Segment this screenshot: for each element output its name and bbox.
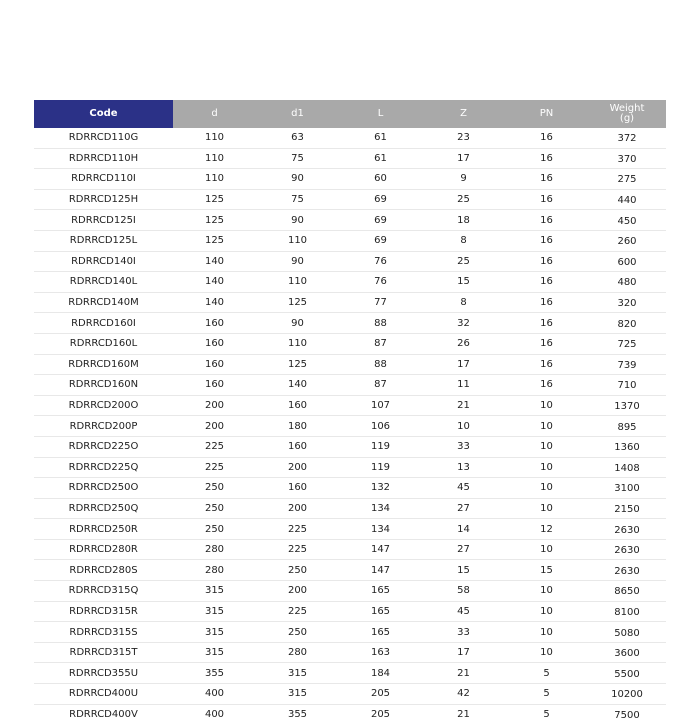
weight-cell: 320: [588, 292, 666, 313]
table-row: [34, 354, 666, 375]
z-cell: 33: [422, 622, 505, 643]
weight-cell: 480: [588, 272, 666, 293]
table-row: [34, 601, 666, 622]
d1-cell: 315: [256, 684, 339, 705]
l-cell: 77: [339, 292, 422, 313]
pn-cell: 10: [505, 478, 588, 499]
d-cell: 225: [173, 436, 256, 457]
l-cell: 61: [339, 128, 422, 148]
code-cell: RDRRCD160N: [34, 375, 173, 396]
table-row: [34, 663, 666, 684]
weight-cell: 710: [588, 375, 666, 396]
code-cell: RDRRCD140M: [34, 292, 173, 313]
weight-cell: 450: [588, 210, 666, 231]
d1-cell: 110: [256, 272, 339, 293]
code-cell: RDRRCD355U: [34, 663, 173, 684]
d1-cell: 90: [256, 210, 339, 231]
d-cell: 160: [173, 333, 256, 354]
d1-cell: 90: [256, 169, 339, 190]
d-cell: 160: [173, 375, 256, 396]
z-cell: 13: [422, 457, 505, 478]
code-cell: RDRRCD250R: [34, 519, 173, 540]
weight-cell: 3600: [588, 642, 666, 663]
table-row: [34, 272, 666, 293]
d1-cell: 180: [256, 416, 339, 437]
d-cell: 355: [173, 663, 256, 684]
d-cell: 140: [173, 272, 256, 293]
code-cell: RDRRCD125H: [34, 189, 173, 210]
z-cell: 8: [422, 230, 505, 251]
weight-cell: 275: [588, 169, 666, 190]
z-cell: 25: [422, 189, 505, 210]
table-row: [34, 128, 666, 148]
pn-cell: 10: [505, 457, 588, 478]
code-cell: RDRRCD160M: [34, 354, 173, 375]
weight-cell: 1360: [588, 436, 666, 457]
d1-cell: 225: [256, 539, 339, 560]
pn-cell: 12: [505, 519, 588, 540]
l-cell: 69: [339, 210, 422, 231]
l-cell: 165: [339, 622, 422, 643]
d-cell: 110: [173, 128, 256, 148]
d1-cell: 280: [256, 642, 339, 663]
d1-cell: 250: [256, 622, 339, 643]
d1-cell: 90: [256, 251, 339, 272]
d-cell: 280: [173, 539, 256, 560]
table-row: [34, 148, 666, 169]
d-cell: 140: [173, 251, 256, 272]
table-row: [34, 189, 666, 210]
d1-cell: 90: [256, 313, 339, 334]
pn-cell: 16: [505, 313, 588, 334]
pn-cell: 16: [505, 375, 588, 396]
l-cell: 205: [370, 708, 391, 720]
table-row: [34, 581, 666, 602]
weight-cell: 600: [588, 251, 666, 272]
d-cell: 140: [173, 292, 256, 313]
pn-cell: 10: [505, 581, 588, 602]
code-cell: RDRRCD250Q: [34, 498, 173, 519]
weight-cell: 2630: [588, 519, 666, 540]
weight-cell: 3100: [588, 478, 666, 499]
l-cell: 165: [339, 601, 422, 622]
l-cell: 163: [339, 642, 422, 663]
pn-cell: 10: [505, 436, 588, 457]
d1-cell: 110: [256, 230, 339, 251]
spec-table: [34, 100, 666, 724]
weight-cell: 10200: [588, 684, 666, 705]
d-cell: 125: [173, 230, 256, 251]
l-cell: 69: [339, 230, 422, 251]
code-cell: RDRRCD140L: [34, 272, 173, 293]
l-cell: 87: [339, 333, 422, 354]
d1-cell: 75: [256, 148, 339, 169]
pn-cell: 10: [505, 395, 588, 416]
z-cell: 8: [422, 292, 505, 313]
code-cell: RDRRCD160I: [34, 313, 173, 334]
l-cell: 165: [339, 581, 422, 602]
table-body: [34, 128, 666, 724]
l-cell: 106: [339, 416, 422, 437]
header-d: d: [173, 100, 256, 128]
code-cell: RDRRCD225Q: [34, 457, 173, 478]
weight-cell: 725: [588, 333, 666, 354]
d-cell: 110: [173, 169, 256, 190]
d1-cell: 160: [256, 395, 339, 416]
pn-cell: 16: [505, 169, 588, 190]
l-cell: 76: [339, 272, 422, 293]
d1-cell: 225: [256, 519, 339, 540]
code-cell: RDRRCD225O: [34, 436, 173, 457]
pn-cell: 16: [505, 292, 588, 313]
pn-cell: 16: [505, 148, 588, 169]
z-cell: 45: [422, 478, 505, 499]
d-cell: 250: [173, 478, 256, 499]
pn-cell: 10: [505, 539, 588, 560]
z-cell: 33: [422, 436, 505, 457]
d1-cell: 110: [256, 333, 339, 354]
d1-cell: 200: [256, 457, 339, 478]
code-cell: RDRRCD280R: [34, 539, 173, 560]
weight-cell: 2150: [588, 498, 666, 519]
d-cell: 250: [173, 519, 256, 540]
code-cell: RDRRCD315T: [34, 642, 173, 663]
l-cell: 134: [339, 519, 422, 540]
code-cell: RDRRCD315Q: [34, 581, 173, 602]
d1-cell: 160: [256, 436, 339, 457]
code-cell: RDRRCD315R: [34, 601, 173, 622]
z-cell: 58: [422, 581, 505, 602]
table-row: [34, 416, 666, 437]
d1-cell: 125: [256, 354, 339, 375]
z-cell: 42: [422, 684, 505, 705]
weight-cell: 2630: [588, 539, 666, 560]
pn-cell: 10: [505, 622, 588, 643]
table-row: [34, 478, 666, 499]
header-code: Code: [34, 100, 173, 128]
weight-cell: 1370: [588, 395, 666, 416]
pn-cell: 10: [505, 601, 588, 622]
code-cell: RDRRCD110H: [34, 148, 173, 169]
l-cell: 184: [339, 663, 422, 684]
pn-cell: 16: [505, 272, 588, 293]
code-cell: RDRRCD280S: [34, 560, 173, 581]
l-cell: 88: [339, 313, 422, 334]
d-cell: 400: [173, 684, 256, 705]
table-row: [34, 436, 666, 457]
l-cell: 61: [339, 148, 422, 169]
z-cell: 45: [422, 601, 505, 622]
table-row: [34, 519, 666, 540]
table-row: [34, 457, 666, 478]
d-cell: 315: [173, 622, 256, 643]
pn-cell: 5: [543, 708, 550, 720]
header-d1: d1: [256, 100, 339, 128]
table-row: [34, 210, 666, 231]
weight-cell: 820: [588, 313, 666, 334]
d-cell: 200: [173, 416, 256, 437]
d1-cell: 200: [256, 581, 339, 602]
z-cell: 11: [422, 375, 505, 396]
table-row: [34, 622, 666, 643]
weight-cell: 260: [588, 230, 666, 251]
z-cell: 23: [422, 128, 505, 148]
pn-cell: 16: [505, 189, 588, 210]
z-cell: 17: [422, 642, 505, 663]
l-cell: 87: [339, 375, 422, 396]
pn-cell: 16: [505, 210, 588, 231]
weight-cell: 7500: [614, 709, 640, 721]
weight-cell: 1408: [588, 457, 666, 478]
table-row: [34, 251, 666, 272]
d-cell: 125: [173, 189, 256, 210]
d1-cell: 63: [256, 128, 339, 148]
table-row: [34, 684, 666, 705]
d1-cell: 315: [256, 663, 339, 684]
z-cell: 17: [422, 354, 505, 375]
d-cell: 250: [173, 498, 256, 519]
header-pn: PN: [505, 100, 588, 128]
l-cell: 147: [339, 560, 422, 581]
d1-cell: 355: [287, 708, 308, 720]
weight-cell: 5500: [588, 663, 666, 684]
z-cell: 32: [422, 313, 505, 334]
table-row: [34, 292, 666, 313]
pn-cell: 16: [505, 354, 588, 375]
code-cell: RDRRCD400U: [34, 684, 173, 705]
d-cell: 400: [204, 708, 225, 720]
weight-cell: 440: [588, 189, 666, 210]
l-cell: 132: [339, 478, 422, 499]
z-cell: 21: [422, 663, 505, 684]
l-cell: 60: [339, 169, 422, 190]
code-cell: RDRRCD200P: [34, 416, 173, 437]
z-cell: 21: [457, 708, 470, 720]
code-cell: RDRRCD110G: [34, 128, 173, 148]
code-cell: RDRRCD200O: [34, 395, 173, 416]
d1-cell: 160: [256, 478, 339, 499]
pn-cell: 5: [505, 684, 588, 705]
l-cell: 69: [339, 189, 422, 210]
code-cell: RDRRCD160L: [34, 333, 173, 354]
z-cell: 17: [422, 148, 505, 169]
d1-cell: 250: [256, 560, 339, 581]
table-row: [34, 642, 666, 663]
weight-cell: 5080: [588, 622, 666, 643]
code-cell: RDRRCD140I: [34, 251, 173, 272]
d-cell: 200: [173, 395, 256, 416]
l-cell: 205: [339, 684, 422, 705]
pn-cell: 10: [505, 416, 588, 437]
code-cell: RDRRCD250O: [34, 478, 173, 499]
code-cell: RDRRCD400V: [69, 708, 138, 720]
l-cell: 76: [339, 251, 422, 272]
l-cell: 88: [339, 354, 422, 375]
z-cell: 18: [422, 210, 505, 231]
pn-cell: 16: [505, 128, 588, 148]
pn-cell: 10: [505, 642, 588, 663]
d-cell: 125: [173, 210, 256, 231]
table-header-row: [34, 100, 666, 128]
weight-cell: 8650: [588, 581, 666, 602]
d1-cell: 225: [256, 601, 339, 622]
pn-cell: 10: [505, 498, 588, 519]
table-row: [34, 375, 666, 396]
l-cell: 119: [339, 436, 422, 457]
pn-cell: 5: [505, 663, 588, 684]
weight-cell: 895: [588, 416, 666, 437]
code-cell: RDRRCD125I: [34, 210, 173, 231]
l-cell: 147: [339, 539, 422, 560]
d-cell: 225: [173, 457, 256, 478]
z-cell: 15: [422, 560, 505, 581]
z-cell: 15: [422, 272, 505, 293]
d-cell: 315: [173, 642, 256, 663]
weight-cell: 8100: [588, 601, 666, 622]
d-cell: 160: [173, 354, 256, 375]
table-row: [34, 539, 666, 560]
weight-cell: 739: [588, 354, 666, 375]
l-cell: 134: [339, 498, 422, 519]
header-l: L: [339, 100, 422, 128]
d-cell: 315: [173, 601, 256, 622]
header-z: Z: [422, 100, 505, 128]
table-row: [34, 230, 666, 251]
d1-cell: 75: [256, 189, 339, 210]
table-row: [34, 313, 666, 334]
code-cell: RDRRCD125L: [34, 230, 173, 251]
z-cell: 9: [422, 169, 505, 190]
z-cell: 26: [422, 333, 505, 354]
table-row: [34, 704, 666, 724]
table-row: [34, 395, 666, 416]
z-cell: 10: [422, 416, 505, 437]
table-row: [34, 333, 666, 354]
d1-cell: 200: [256, 498, 339, 519]
d-cell: 160: [173, 313, 256, 334]
code-cell: RDRRCD110I: [34, 169, 173, 190]
z-cell: 21: [422, 395, 505, 416]
l-cell: 119: [339, 457, 422, 478]
z-cell: 25: [422, 251, 505, 272]
pn-cell: 16: [505, 251, 588, 272]
d1-cell: 140: [256, 375, 339, 396]
z-cell: 27: [422, 498, 505, 519]
pn-cell: 16: [505, 230, 588, 251]
pn-cell: 16: [505, 333, 588, 354]
weight-cell: 370: [588, 148, 666, 169]
d-cell: 280: [173, 560, 256, 581]
z-cell: 27: [422, 539, 505, 560]
pn-cell: 15: [505, 560, 588, 581]
d-cell: 315: [173, 581, 256, 602]
table-row: [34, 498, 666, 519]
code-cell: RDRRCD315S: [34, 622, 173, 643]
d1-cell: 125: [256, 292, 339, 313]
header-weight: Weight (g): [588, 100, 666, 128]
d-cell: 110: [173, 148, 256, 169]
table-row: [34, 169, 666, 190]
table-row: [34, 560, 666, 581]
weight-cell: 2630: [588, 560, 666, 581]
z-cell: 14: [422, 519, 505, 540]
weight-cell: 372: [588, 128, 666, 148]
l-cell: 107: [339, 395, 422, 416]
